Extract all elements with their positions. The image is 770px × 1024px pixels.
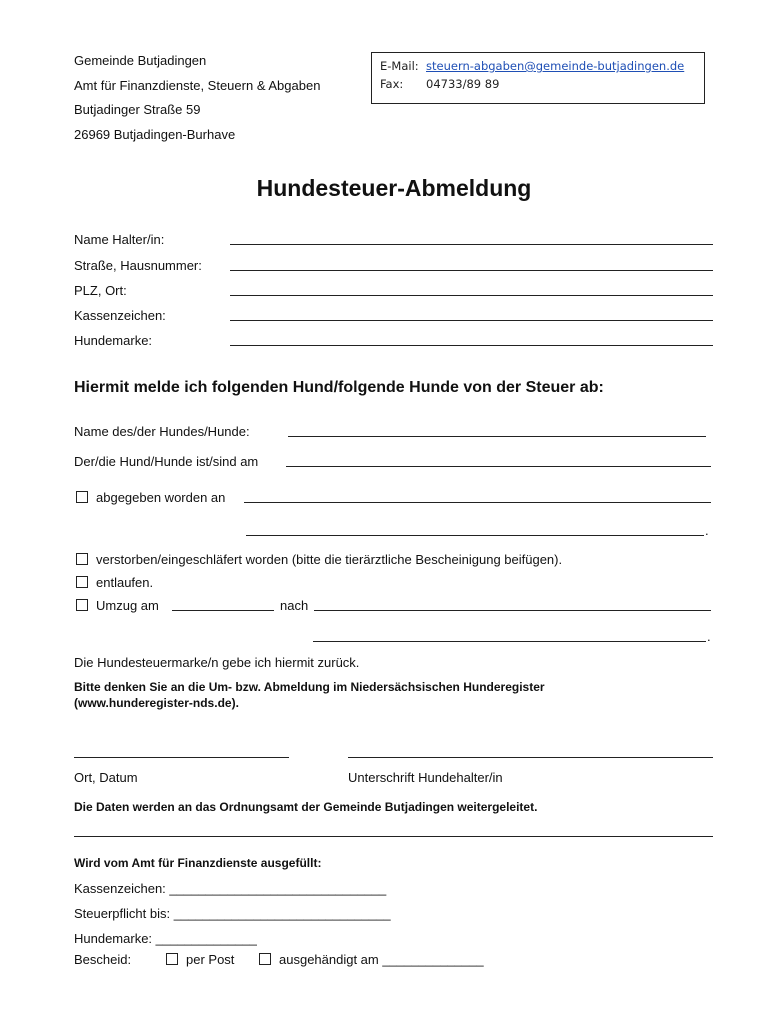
given-away-label: abgegeben worden an bbox=[96, 490, 226, 505]
move-label: Umzug am bbox=[96, 598, 159, 613]
tag-label: Hundemarke: bbox=[74, 333, 153, 348]
section-heading: Hiermit melde ich folgenden Hund/folgende Hunde von der Steuer ab: bbox=[74, 379, 604, 396]
move-to-line-1[interactable] bbox=[314, 610, 711, 611]
cash-ref-input-line[interactable] bbox=[230, 320, 713, 321]
given-away-checkbox[interactable] bbox=[76, 491, 88, 503]
dog-status-date-line[interactable] bbox=[286, 466, 711, 467]
street-input-line[interactable] bbox=[230, 270, 713, 271]
city-label: PLZ, Ort: bbox=[74, 283, 127, 298]
holder-label: Name Halter/in: bbox=[74, 232, 165, 247]
office-cash-ref: Kassenzeichen: ______________________________ bbox=[74, 881, 387, 896]
period-1: . bbox=[705, 523, 709, 538]
handed-checkbox[interactable] bbox=[259, 953, 271, 965]
page-title: Hundesteuer-Abmeldung bbox=[256, 175, 532, 201]
dog-status-label: Der/die Hund/Hunde ist/sind am bbox=[74, 454, 259, 469]
office-heading: Wird vom Amt für Finanzdienste ausgefüllt: bbox=[74, 856, 322, 870]
given-away-option[interactable] bbox=[76, 490, 225, 505]
email-link[interactable]: steuern-abgaben@gemeinde-butjadingen.de bbox=[426, 59, 685, 73]
deceased-checkbox[interactable] bbox=[76, 553, 88, 565]
dog-name-label: Name des/der Hundes/Hunde: bbox=[74, 424, 250, 439]
move-option[interactable] bbox=[76, 598, 159, 613]
runaway-label: entlaufen. bbox=[96, 575, 154, 590]
place-date-line[interactable] bbox=[74, 757, 289, 758]
tag-input-line[interactable] bbox=[230, 345, 713, 346]
email-label: E-Mail: bbox=[380, 59, 419, 73]
handed-option[interactable] bbox=[259, 952, 484, 967]
contact-box bbox=[371, 52, 705, 104]
address-line-1: Gemeinde Butjadingen bbox=[74, 53, 207, 68]
move-to-line-2[interactable] bbox=[313, 641, 706, 642]
given-away-to-line-1[interactable] bbox=[244, 502, 711, 503]
by-post-checkbox[interactable] bbox=[166, 953, 178, 965]
dog-name-input-line[interactable] bbox=[288, 436, 706, 437]
fax-number: 04733/89 89 bbox=[426, 77, 500, 91]
deceased-option[interactable] bbox=[76, 552, 562, 567]
register-note-1: Bitte denken Sie an die Um- bzw. Abmeldung im Niedersächsischen Hunderegister bbox=[74, 680, 545, 694]
runaway-checkbox[interactable] bbox=[76, 576, 88, 588]
address-line-4: 26969 Butjadingen-Burhave bbox=[74, 127, 236, 142]
move-date-line[interactable] bbox=[172, 610, 274, 611]
city-input-line[interactable] bbox=[230, 295, 713, 296]
holder-input-line[interactable] bbox=[230, 244, 713, 245]
signature-label: Unterschrift Hundehalter/in bbox=[348, 770, 503, 785]
deceased-label: verstorben/eingeschläfert worden (bitte die tierärztliche Bescheinigung beifügen). bbox=[96, 552, 563, 567]
handed-label: ausgehändigt am ______________ bbox=[279, 952, 484, 967]
period-2: . bbox=[707, 629, 711, 644]
fax-label: Fax: bbox=[380, 77, 404, 91]
address-line-3: Butjadinger Straße 59 bbox=[74, 102, 201, 117]
office-tag: Hundemarke: ______________ bbox=[74, 931, 257, 946]
given-away-to-line-2[interactable] bbox=[246, 535, 704, 536]
register-note-2: (www.hunderegister-nds.de). bbox=[74, 696, 239, 710]
cash-ref-label: Kassenzeichen: bbox=[74, 308, 166, 323]
move-to-label: nach bbox=[280, 598, 309, 613]
street-label: Straße, Hausnummer: bbox=[74, 258, 202, 273]
forward-note: Die Daten werden an das Ordnungsamt der Gemeinde Butjadingen weitergeleitet. bbox=[74, 800, 538, 814]
address-line-2: Amt für Finanzdienste, Steuern & Abgaben bbox=[74, 78, 321, 93]
move-checkbox[interactable] bbox=[76, 599, 88, 611]
runaway-option[interactable] bbox=[76, 575, 153, 590]
place-date-label: Ort, Datum bbox=[74, 770, 138, 785]
return-note: Die Hundesteuermarke/n gebe ich hiermit zurück. bbox=[74, 655, 360, 670]
separator-line bbox=[74, 836, 713, 837]
signature-line[interactable] bbox=[348, 757, 713, 758]
office-tax-until: Steuerpflicht bis: ______________________________ bbox=[74, 906, 391, 921]
by-post-label: per Post bbox=[186, 952, 235, 967]
by-post-option[interactable] bbox=[166, 952, 234, 967]
office-notice-label: Bescheid: bbox=[74, 952, 132, 967]
